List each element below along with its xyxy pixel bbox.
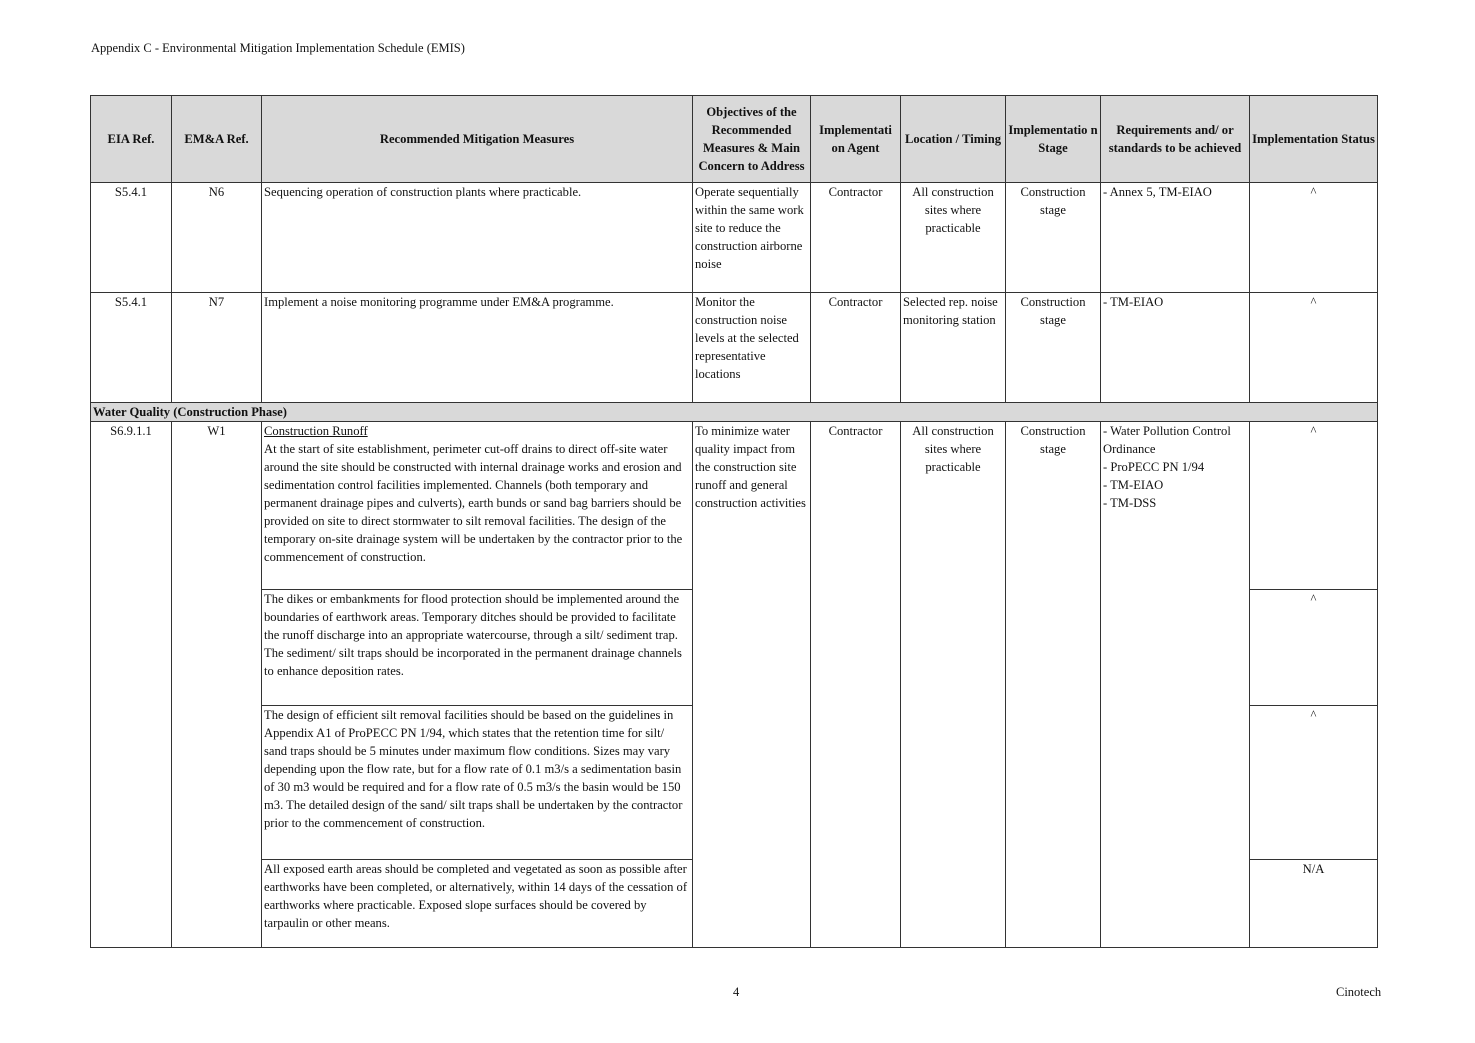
status: ^ — [1250, 706, 1378, 860]
agent: Contractor — [811, 422, 901, 948]
section-row — [91, 403, 1378, 422]
col-status: Implementation Status — [1250, 96, 1378, 183]
measure: The design of efficient silt removal facilities should be based on the guidelines in Appendix A1 of ProPECC PN 1/94, which states that the retention time for silt/ sand traps should be 5 minutes under maximum flow conditions. Sizes may vary depending upon the flow rate, but for a flow rate of 0.1 m3/s a sedimentation basin of 30 m3 would be required and for a flow rate of 0.5 m3/s the basin would be 150 m3. The detailed design of the sand/ silt traps shall be undertaken by the contractor prior to the commencement of construction. — [262, 706, 693, 860]
requirements: - Annex 5, TM-EIAO — [1101, 183, 1250, 293]
footer-brand: Cinotech — [1336, 985, 1382, 999]
measure: The dikes or embankments for flood protection should be implemented around the boundaries of earthwork areas. Temporary ditches should be provided to facilitate the runoff discharge into an appropriate watercourse, through a silt/ sediment trap. The sediment/ silt traps should be incorporated in the permanent drainage channels to enhance deposition rates. — [262, 590, 693, 706]
table-row — [91, 293, 1378, 403]
measure-title: Construction Runoff — [264, 424, 368, 438]
measure-text: At the start of site establishment, perimeter cut-off drains to direct off-site water around the site should be constructed with internal drainage works and erosion and sedimentation control facilities implemented. Channels (both temporary and permanent drainage pipes and culverts), earth bunds or sand bag barriers should be provided on site to direct stormwater to silt removal facilities. The design of the temporary on-site drainage system will be undertaken by the contractor prior to the commencement of construction. — [264, 442, 683, 564]
eia-ref: S5.4.1 — [91, 293, 172, 403]
col-objectives: Objectives of the Recommended Measures & Main Concern to Address — [693, 96, 811, 183]
requirement-item: - TM-EIAO — [1103, 478, 1164, 492]
col-stage: Implementatio n Stage — [1006, 96, 1101, 183]
eia-ref: S6.9.1.1 — [91, 422, 172, 948]
eia-ref: S5.4.1 — [91, 183, 172, 293]
agent: Contractor — [811, 183, 901, 293]
measure: Sequencing operation of construction plants where practicable. — [262, 183, 693, 293]
stage: Construction stage — [1006, 422, 1101, 948]
emis-table — [90, 95, 1378, 948]
measure: All exposed earth areas should be completed and vegetated as soon as possible after earthworks have been completed, or alternatively, within 14 days of the cessation of earthworks where practicable. Exposed slope surfaces should be covered by tarpaulin or other means. — [262, 860, 693, 948]
ema-ref: N7 — [172, 293, 262, 403]
requirements: - TM-EIAO — [1101, 293, 1250, 403]
col-ema-ref: EM&A Ref. — [172, 96, 262, 183]
table-row — [91, 183, 1378, 293]
status: N/A — [1250, 860, 1378, 948]
stage: Construction stage — [1006, 293, 1101, 403]
requirement-item: - Water Pollution Control Ordinance — [1103, 424, 1231, 456]
col-agent: Implementati on Agent — [811, 96, 901, 183]
col-location: Location / Timing — [901, 96, 1006, 183]
objective: Operate sequentially within the same work site to reduce the construction airborne noise — [693, 183, 811, 293]
table-header-row — [91, 96, 1378, 183]
location: Selected rep. noise monitoring station — [901, 293, 1006, 403]
requirement-item: - ProPECC PN 1/94 — [1103, 460, 1205, 474]
requirements — [1101, 422, 1250, 948]
location: All construction sites where practicable — [901, 422, 1006, 948]
table-row — [91, 422, 1378, 590]
ema-ref: W1 — [172, 422, 262, 948]
requirement-item: - TM-DSS — [1103, 496, 1157, 510]
status: ^ — [1250, 183, 1378, 293]
measure — [262, 422, 693, 590]
col-measures: Recommended Mitigation Measures — [262, 96, 693, 183]
status: ^ — [1250, 422, 1378, 590]
col-requirements: Requirements and/ or standards to be achieved — [1101, 96, 1250, 183]
agent: Contractor — [811, 293, 901, 403]
location: All construction sites where practicable — [901, 183, 1006, 293]
objective: Monitor the construction noise levels at the selected representative locations — [693, 293, 811, 403]
page-header: Appendix C - Environmental Mitigation Implementation Schedule (EMIS) — [91, 41, 465, 55]
col-eia-ref: EIA Ref. — [91, 96, 172, 183]
status: ^ — [1250, 590, 1378, 706]
measure: Implement a noise monitoring programme under EM&A programme. — [262, 293, 693, 403]
objective: To minimize water quality impact from the construction site runoff and general construction activities — [693, 422, 811, 948]
stage: Construction stage — [1006, 183, 1101, 293]
ema-ref: N6 — [172, 183, 262, 293]
section-title: Water Quality (Construction Phase) — [91, 403, 1378, 422]
page-number: 4 — [733, 985, 740, 999]
status: ^ — [1250, 293, 1378, 403]
